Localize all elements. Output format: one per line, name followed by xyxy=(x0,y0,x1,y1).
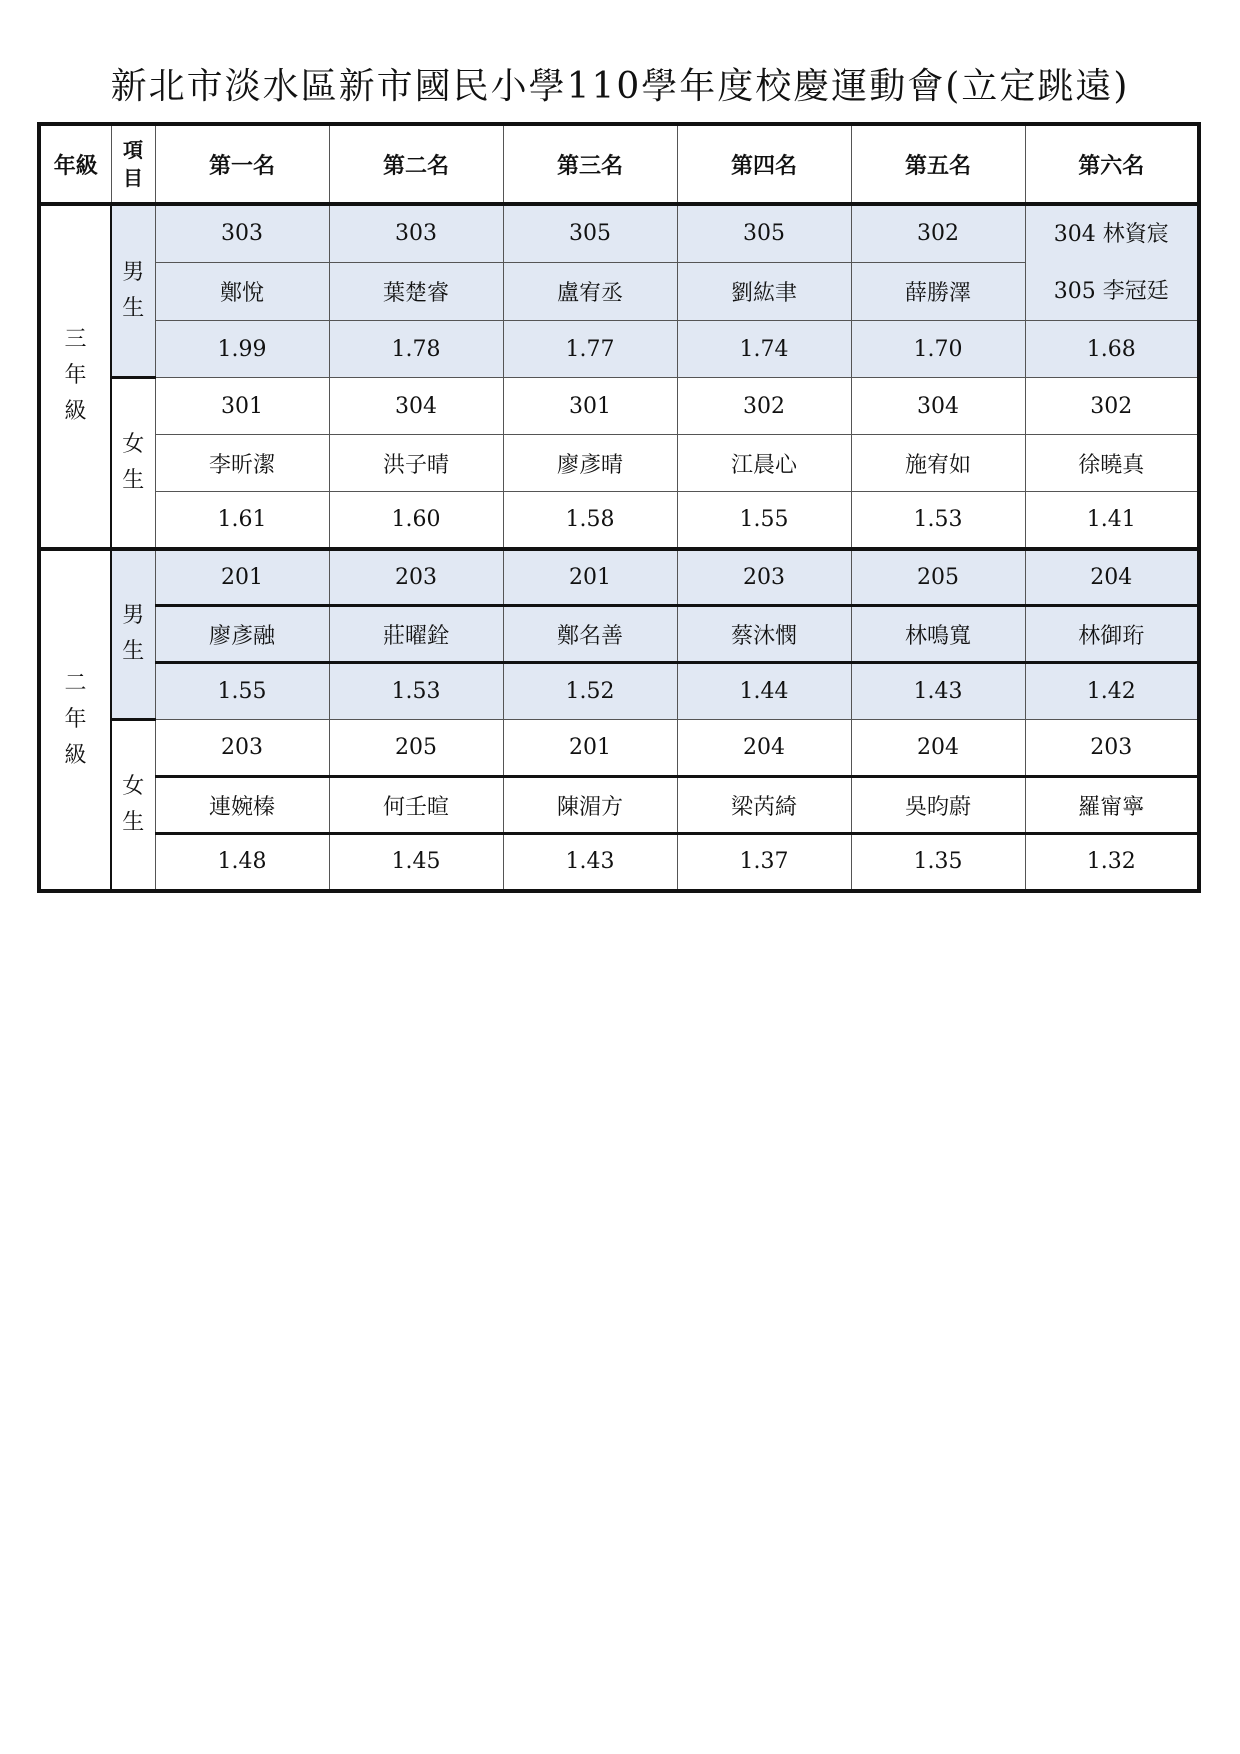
header-row xyxy=(39,124,1199,204)
score-cell: 1.37 xyxy=(677,834,851,891)
name-cell: 莊曜銓 xyxy=(329,606,503,663)
score-cell: 1.35 xyxy=(851,834,1025,891)
score-cell: 1.68 xyxy=(1025,321,1199,378)
table-row xyxy=(39,663,1199,720)
class-cell: 204 xyxy=(1025,549,1199,606)
results-table xyxy=(37,122,1201,893)
table-row xyxy=(39,834,1199,891)
score-cell: 1.45 xyxy=(329,834,503,891)
name-cell: 鄭名善 xyxy=(503,606,677,663)
header-rank-3: 第三名 xyxy=(503,124,677,204)
table-row xyxy=(39,492,1199,549)
name-cell: 施宥如 xyxy=(851,435,1025,492)
name-cell: 吳昀蔚 xyxy=(851,777,1025,834)
name-cell: 盧宥丞 xyxy=(503,262,677,320)
header-rank-6: 第六名 xyxy=(1025,124,1199,204)
shared-sixth-cell: 304 林資宸 305 李冠廷 xyxy=(1025,204,1199,321)
header-rank-5: 第五名 xyxy=(851,124,1025,204)
group-label-girls: 女 生 xyxy=(111,720,155,891)
grade-2-label: 二 年 級 xyxy=(39,549,111,891)
score-cell: 1.77 xyxy=(503,321,677,378)
name-cell: 洪子晴 xyxy=(329,435,503,492)
name-cell: 李昕潔 xyxy=(155,435,329,492)
score-cell: 1.41 xyxy=(1025,492,1199,549)
header-rank-1: 第一名 xyxy=(155,124,329,204)
table-row xyxy=(39,435,1199,492)
score-cell: 1.52 xyxy=(503,663,677,720)
name-cell: 廖彥融 xyxy=(155,606,329,663)
score-cell: 1.58 xyxy=(503,492,677,549)
name-cell: 羅甯寧 xyxy=(1025,777,1199,834)
class-cell: 303 xyxy=(155,204,329,262)
class-cell: 204 xyxy=(851,720,1025,777)
class-cell: 204 xyxy=(677,720,851,777)
table-row xyxy=(39,321,1199,378)
group-label-boys: 男 生 xyxy=(111,204,155,378)
score-cell: 1.43 xyxy=(503,834,677,891)
class-cell: 201 xyxy=(503,720,677,777)
class-cell: 304 xyxy=(851,378,1025,435)
score-cell: 1.60 xyxy=(329,492,503,549)
name-cell: 何壬暄 xyxy=(329,777,503,834)
score-cell: 1.70 xyxy=(851,321,1025,378)
class-cell: 205 xyxy=(851,549,1025,606)
name-cell: 鄭悅 xyxy=(155,262,329,320)
header-grade: 年級 xyxy=(39,124,111,204)
score-cell: 1.32 xyxy=(1025,834,1199,891)
score-cell: 1.44 xyxy=(677,663,851,720)
class-cell: 203 xyxy=(329,549,503,606)
class-cell: 203 xyxy=(155,720,329,777)
name-cell: 蔡沐憫 xyxy=(677,606,851,663)
class-cell: 201 xyxy=(155,549,329,606)
grade-3-label: 三 年 級 xyxy=(39,204,111,549)
name-cell: 連婉榛 xyxy=(155,777,329,834)
group-label-boys: 男 生 xyxy=(111,549,155,720)
class-cell: 305 xyxy=(677,204,851,262)
class-cell: 301 xyxy=(503,378,677,435)
header-rank-2: 第二名 xyxy=(329,124,503,204)
class-cell: 203 xyxy=(677,549,851,606)
score-cell: 1.55 xyxy=(155,663,329,720)
table-row xyxy=(39,777,1199,834)
score-cell: 1.53 xyxy=(851,492,1025,549)
score-cell: 1.99 xyxy=(155,321,329,378)
header-item: 項 目 xyxy=(111,124,155,204)
class-cell: 305 xyxy=(503,204,677,262)
name-cell: 薛勝澤 xyxy=(851,262,1025,320)
group-label-girls: 女 生 xyxy=(111,378,155,549)
score-cell: 1.61 xyxy=(155,492,329,549)
name-cell: 葉楚睿 xyxy=(329,262,503,320)
table-row xyxy=(39,549,1199,606)
table-row xyxy=(39,606,1199,663)
class-cell: 201 xyxy=(503,549,677,606)
class-cell: 302 xyxy=(851,204,1025,262)
class-cell: 203 xyxy=(1025,720,1199,777)
page-title: 新北市淡水區新市國民小學110學年度校慶運動會(立定跳遠) xyxy=(110,66,1130,107)
name-cell: 林御珩 xyxy=(1025,606,1199,663)
table-row xyxy=(39,378,1199,435)
name-cell: 梁芮綺 xyxy=(677,777,851,834)
score-cell: 1.43 xyxy=(851,663,1025,720)
name-cell: 劉紘聿 xyxy=(677,262,851,320)
score-cell: 1.78 xyxy=(329,321,503,378)
class-cell: 302 xyxy=(677,378,851,435)
table-row xyxy=(39,204,1199,262)
class-cell: 304 xyxy=(329,378,503,435)
score-cell: 1.42 xyxy=(1025,663,1199,720)
class-cell: 205 xyxy=(329,720,503,777)
name-cell: 林鳴寬 xyxy=(851,606,1025,663)
name-cell: 陳湄方 xyxy=(503,777,677,834)
name-cell: 徐曉真 xyxy=(1025,435,1199,492)
class-cell: 303 xyxy=(329,204,503,262)
score-cell: 1.53 xyxy=(329,663,503,720)
score-cell: 1.74 xyxy=(677,321,851,378)
class-cell: 302 xyxy=(1025,378,1199,435)
table-row xyxy=(39,720,1199,777)
score-cell: 1.48 xyxy=(155,834,329,891)
name-cell: 廖彥晴 xyxy=(503,435,677,492)
header-rank-4: 第四名 xyxy=(677,124,851,204)
name-cell: 江晨心 xyxy=(677,435,851,492)
score-cell: 1.55 xyxy=(677,492,851,549)
class-cell: 301 xyxy=(155,378,329,435)
